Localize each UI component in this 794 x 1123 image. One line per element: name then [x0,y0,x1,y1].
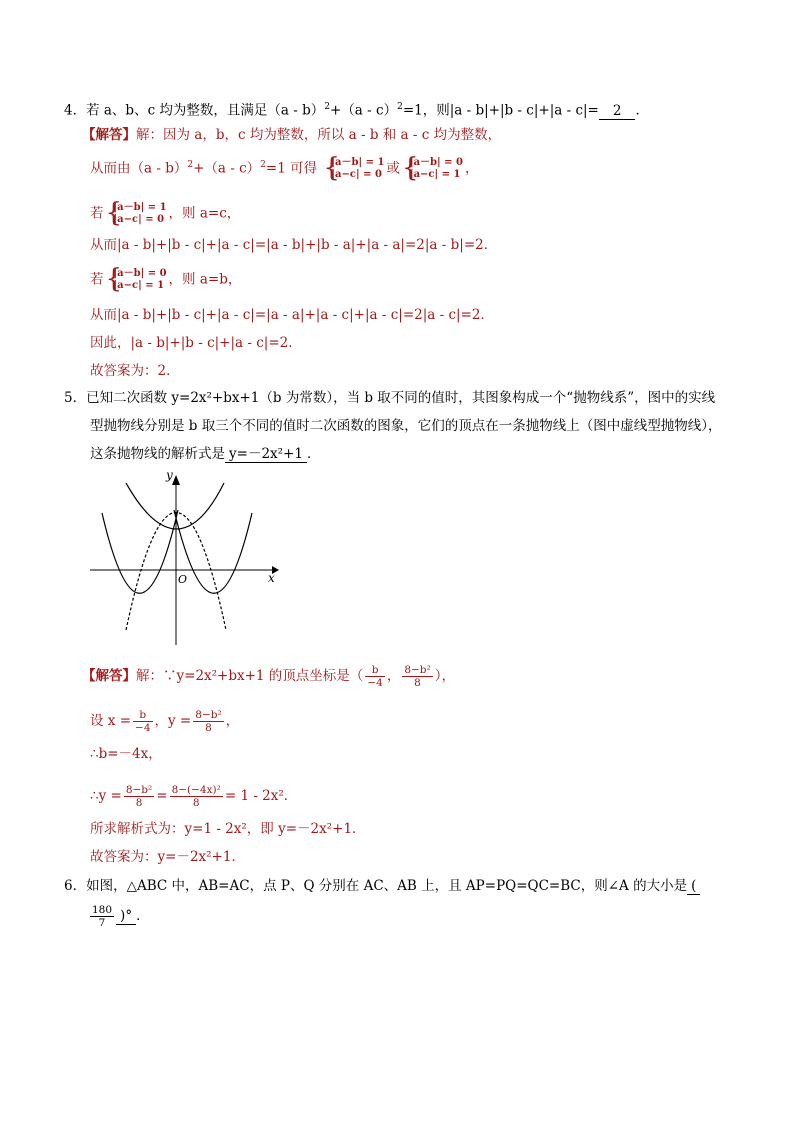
q4-conclusion: 因此，|a - b|+|b - c|+|a - c|=2． [90,335,302,351]
solution-tag: 【解答】 [82,668,136,684]
q5-stem-line-2: 型抛物线分别是 b 取三个不同的值时二次函数的图象，它们的顶点在一条抛物线上（图中虚线型抛物线）， [90,418,722,434]
q5-stem-line-1: 5．已知二次函数 y=2x²+bx+1（b 为常数），当 b 取不同的值时，其图象构成一个“抛物线系”，图中的实线 [64,390,716,406]
q4-case-2-result: 从而|a - b|+|b - c|+|a - c|=|a - a|+|a - c|+|a - c|=2|a - c|=2． [90,307,494,323]
q5-final: 故答案为：y=－2x²+1． [90,849,245,865]
parabola-left [102,510,178,593]
y-fraction-2: $\frac{\text{8−b²}}{8}$ [125,784,153,809]
vertex-y-fraction: $\frac{\text{8−b²}}{8}$ [404,664,431,689]
solution-tag: 【解答】 [82,127,136,143]
q6-answer-open: ( [687,879,700,895]
q4-solution-line-2: 从而由（a - b）$^2$+（a - c）$^2$=1 可得 { |a－b| = 1 |a−c| = 0 或 { |a－b| = 0 |a−c| = 1 ， [90,153,479,183]
origin-label: O [178,573,188,586]
q4-answer: 2 [599,104,636,120]
q5-answer: y=－2x²+1 [225,447,307,463]
y-axis-arrow [172,475,180,485]
vertex-x-fraction: $\frac{b}{-4}$ [367,664,383,689]
q5-y-substitution: ∴y = $\frac{\text{8−b²}}{8}$ = $\frac{\text{8−(−4x)²}}{8}$ = 1 - 2x²． [90,784,298,809]
x-fraction: $\frac{b}{-4}$ [135,709,151,734]
q4-case-2: 若 { |a－b| = 0 |a−c| = 1 ，则 a=b， [90,264,242,294]
q5-solution-line-1: 【解答】解：∵y=2x²+bx+1 的顶点坐标是（ $\frac{b}{-4}$ ， $\frac{\text{8−b²}}{8}$ ）， [82,664,455,689]
parabola-family-graph [86,465,286,650]
equation-system-1: { |a－b| = 1 |a−c| = 0 [323,153,385,183]
equation-system-4: { |a－b| = 0 |a−c| = 1 [105,264,167,294]
q5-b-equation: ∴b=－4x， [90,746,162,762]
q5-result: 所求解析式为：y=1 - 2x²，即 y=－2x²+1． [90,821,366,837]
q5-stem-line-3: 这条抛物线的解析式是 y=－2x²+1 ． [90,446,321,462]
q6-answer-fraction: $\frac{180}{7}$ [92,904,113,929]
q4-final: 故答案为：2． [90,363,180,379]
equation-system-2: { |a－b| = 0 |a−c| = 1 [401,153,463,183]
q4-stem: 4．若 a、b、c 均为整数，且满足（a - b）$^2$+（a - c）$^2$=1，则|a - b|+|b - c|+|a - c|= 2 ． [64,102,649,119]
substitution-fraction: $\frac{\text{8−(−4x)²}}{8}$ [171,784,221,809]
y-axis-label: y [166,468,173,482]
equation-system-3: { |a－b| = 1 |a−c| = 0 [105,198,167,228]
q6-stem: 6．如图，△ABC 中，AB=AC，点 P、Q 分别在 AC、AB 上，且 AP=PQ=QC=BC，则∠A 的大小是 ( [64,877,700,895]
q4-case-1-result: 从而|a - b|+|b - c|+|a - c|=|a - b|+|b - a|+|a - a|=2|a - b|=2． [90,237,498,253]
x-axis-label: x [268,571,275,585]
q4-case-1: 若 { |a－b| = 1 |a−c| = 0 ，则 a=c， [90,198,241,228]
q6-answer-line: $\frac{180}{7}$ )° ． [92,904,150,929]
q4-solution-line-1: 【解答】解：因为 a，b，c 均为整数，所以 a - b 和 a - c 均为整数， [82,127,502,143]
q5-set-line: 设 x = $\frac{b}{-4}$ ，y = $\frac{\text{8−b²}}{8}$ ， [90,709,240,734]
y-fraction: $\frac{\text{8−b²}}{8}$ [195,709,222,734]
